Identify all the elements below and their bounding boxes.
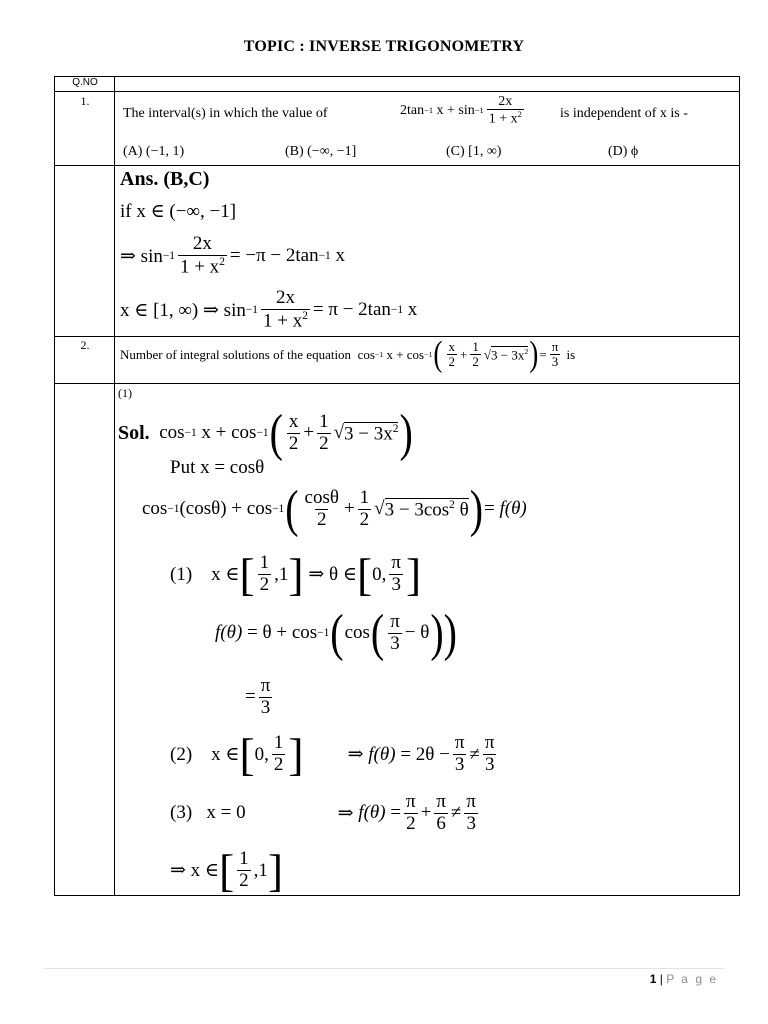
case-1: (1) x ∈ [ $\frac{1}{2}$ , 1 ] ⇒ θ ∈ [ 0, $\frac{\pi}{3}$ ] (170, 549, 422, 600)
solution-line: if x ∈ (−∞, −1] (120, 201, 237, 222)
page-number: 1 (649, 972, 657, 986)
solution-line: Sol. cos −1 x + cos −1 ( $\frac{x}{2}$ + $\frac{1}{2}$ √ $3 - 3x^2$ ) (118, 403, 413, 463)
row-divider (55, 165, 739, 166)
option-b: (B) (−∞, −1] (285, 144, 357, 159)
row-divider (55, 91, 739, 92)
option-a: (A) (−1, 1) (123, 144, 185, 159)
option-d: (D) ϕ (608, 144, 639, 159)
answer-label: (1) (118, 386, 132, 400)
row-divider (55, 383, 739, 384)
footer-divider (44, 968, 724, 969)
qno-header: Q.NO (72, 77, 98, 88)
math-expression: 2tan −1 x + sin −1 $\frac{2x}{1 + x^2}$ (400, 94, 522, 128)
question-text: The interval(s) in which the value of (123, 106, 328, 121)
answer-label: Ans. (B,C) (120, 168, 210, 190)
page-title: TOPIC : INVERSE TRIGONOMETRY (243, 38, 525, 55)
solution-line: x ∈ [1, ∞) ⇒ sin −1 $\frac{2x}{1 + x^2}$ = π − 2tan −1 x (120, 287, 418, 332)
solution-line: cos −1 ( cosθ ) + cos −1 ( $\frac{\cos\theta}{2}$ + $\frac{1}{2}$ √ $3 - 3\cos^2$ θ ) = f(θ) (142, 479, 527, 539)
question-number: 2. (80, 338, 90, 352)
question-number: 1. (80, 94, 90, 108)
solution-line: ⇒ sin −1 $\frac{2x}{1 + x^2}$ = −π − 2tan −1 x (120, 233, 345, 278)
case-3: (3) x = 0 ⇒ f(θ) = $\frac{\pi}{2}$ + $\frac{\pi}{6}$ ≠ $\frac{\pi}{3}$ (170, 791, 476, 834)
solution-line: Put x = cosθ (170, 457, 265, 478)
page-label: P a g e (666, 972, 718, 986)
row-divider (55, 336, 739, 337)
fraction: $\frac{2x}{1 + x^2}$ (488, 94, 522, 128)
case-1-function: f(θ) = θ + cos −1 ( cos ( $\frac{\pi}{3}$ − θ )) (215, 603, 457, 663)
case-2: (2) x ∈ [ 0, $\frac{1}{2}$ ] ⇒ f(θ) = 2θ − $\frac{\pi}{3}$ ≠ $\frac{\pi}{3}$ (170, 729, 495, 780)
question-text: is independent of x is - (560, 106, 688, 121)
option-c: (C) [1, ∞) (446, 144, 502, 159)
case-1-result: = $\frac{\pi}{3}$ (245, 675, 271, 718)
column-divider (114, 77, 115, 895)
question-2: Number of integral solutions of the equation cos −1 x + cos −1 ( $\frac{x}{2}$ + $\frac{1}{2}$ √ $3 - 3x^2$ ) = $\frac{\pi}{3}$ is (120, 334, 576, 374)
final-result: ⇒ x ∈ [ $\frac{1}{2}$ , 1 ] (170, 845, 284, 896)
page-footer: 1 | P a g e (649, 972, 718, 986)
